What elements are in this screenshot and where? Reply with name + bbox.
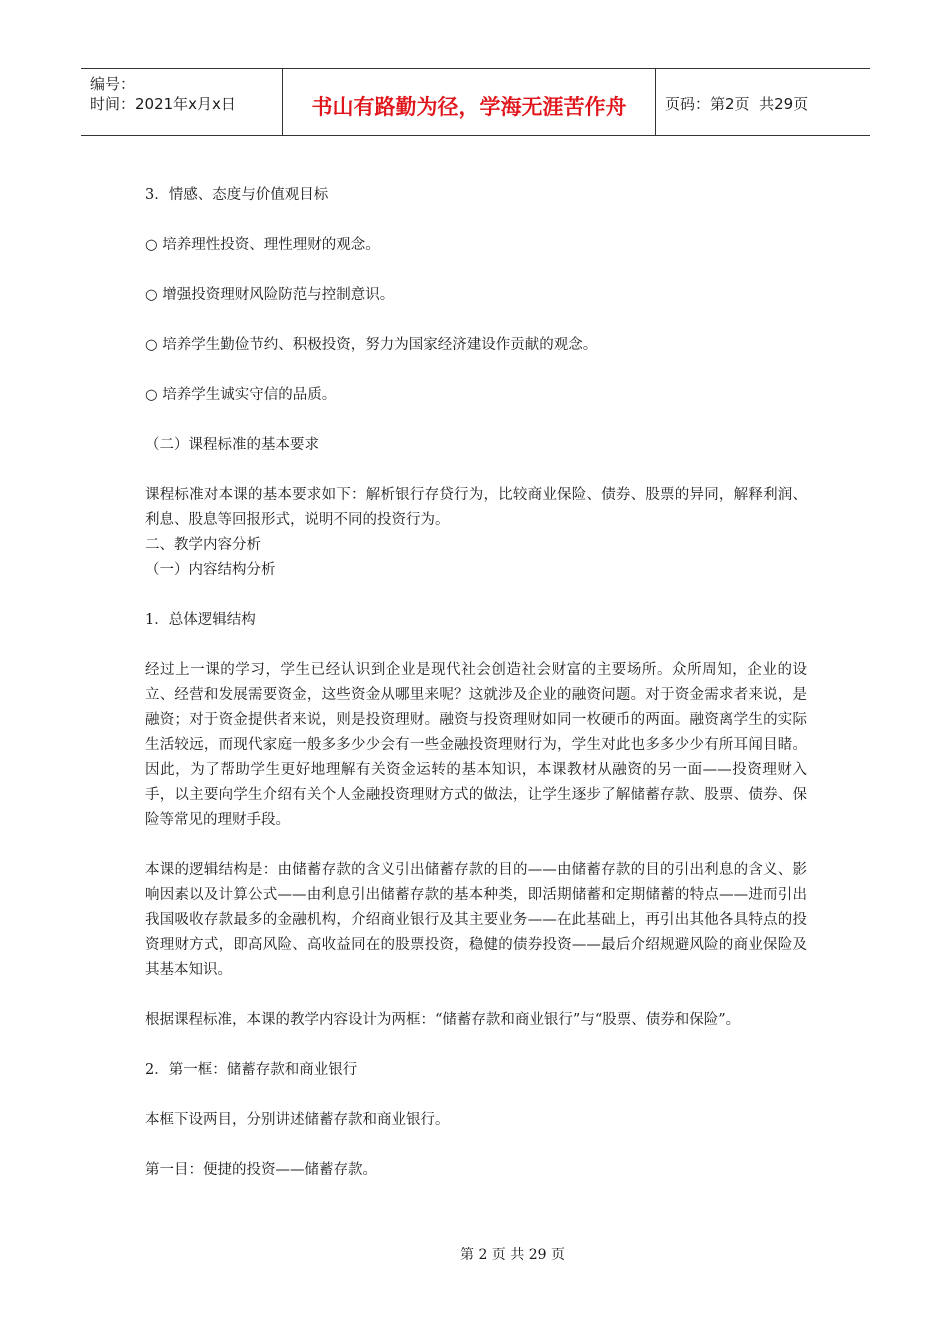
page-header — [81, 68, 870, 136]
time-label: 时间：2021年x月x日 — [90, 95, 236, 113]
section-heading: 1．总体逻辑结构 — [145, 612, 256, 628]
header-motto: 书山有路勤为径，学海无涯苦作舟 — [283, 69, 656, 135]
bullet-item: ○ 培养学生诚实守信的品质。 — [145, 387, 337, 403]
bullet-item: ○ 增强投资理财风险防范与控制意识。 — [145, 287, 395, 303]
section-heading: 二、教学内容分析 — [145, 537, 261, 553]
page-footer: 第 2 页 共 29 页 — [460, 1247, 565, 1263]
paragraph: 经过上一课的学习，学生已经认识到企业是现代社会创造社会财富的主要场所。众所周知，企业的设立、经营和发展需要资金，这些资金从哪里来呢？这就涉及企业的融资问题。对于资金需求者来说，是融资；对于资金提供者来说，则是投资理财。融资与投资理财如同一枚硬币的两面。融资离学生的实际生活较远，而现代家庭一般多多少少会有一些金融投资理财行为，学生对此也多多少少有所耳闻目睹。因此，为了帮助学生更好地理解有关资金运转的基本知识，本课教材从融资的另一面——投资理财入手，以主要向学生介绍有关个人金融投资理财方式的做法，让学生逐步了解储蓄存款、股票、债券、保险等常见的理财手段。 — [145, 662, 807, 828]
paragraph: 本课的逻辑结构是：由储蓄存款的含义引出储蓄存款的目的——由储蓄存款的目的引出利息的含义、影响因素以及计算公式——由利息引出储蓄存款的基本种类，即活期储蓄和定期储蓄的特点——进而引出我国吸收存款最多的金融机构，介绍商业银行及其主要业务——在此基础上，再引出其他各具特点的投资理财方式，即高风险、高收益同在的股票投资，稳健的债券投资——最后介绍规避风险的商业保险及其基本知识。 — [145, 862, 807, 978]
page-info-text: 页码：第2页 共29页 — [665, 94, 809, 113]
bullet-item: ○ 培养理性投资、理性理财的观念。 — [145, 237, 380, 253]
paragraph: 第一目：便捷的投资——储蓄存款。 — [145, 1162, 377, 1178]
header-page-info — [656, 69, 870, 135]
document-body — [145, 183, 807, 1183]
header-meta — [81, 69, 283, 135]
section-heading: （一）内容结构分析 — [145, 562, 276, 578]
paragraph: 本框下设两目，分别讲述储蓄存款和商业银行。 — [145, 1112, 450, 1128]
number-label: 编号： — [90, 75, 136, 93]
paragraph: 课程标准对本课的基本要求如下：解析银行存贷行为，比较商业保险、债券、股票的异同，解释利润、利息、股息等回报形式，说明不同的投资行为。 — [145, 487, 807, 528]
section-heading: 2．第一框：储蓄存款和商业银行 — [145, 1062, 358, 1078]
section-heading: （二）课程标准的基本要求 — [145, 437, 319, 453]
bullet-item: ○ 培养学生勤俭节约、积极投资，努力为国家经济建设作贡献的观念。 — [145, 337, 598, 353]
section-heading: 3．情感、态度与价值观目标 — [145, 187, 329, 203]
paragraph: 根据课程标准，本课的教学内容设计为两框：“储蓄存款和商业银行”与“股票、债券和保险”。 — [145, 1012, 741, 1028]
